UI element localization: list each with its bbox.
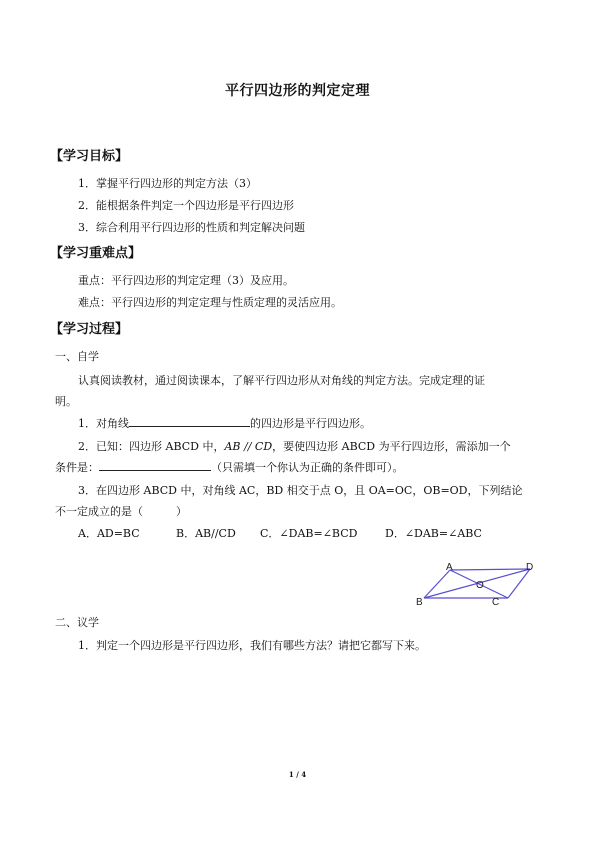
answer-blank-2[interactable] xyxy=(99,459,211,471)
option-b[interactable]: B．AB//CD xyxy=(176,527,236,540)
question-2-line2-suffix: （只需填一个你认为正确的条件即可）。 xyxy=(211,461,404,474)
side-da xyxy=(450,569,530,570)
self-study-label: 一、自学 xyxy=(55,350,99,363)
intersection-label-o: O xyxy=(476,580,484,591)
parallelogram-diagram xyxy=(412,558,540,608)
vertex-label-b: B xyxy=(416,597,423,608)
option-c[interactable]: C．∠DAB=∠BCD xyxy=(260,527,358,540)
question-1-prefix: 1．对角线 xyxy=(78,417,129,430)
goal-item-3: 3．综合利用平行四边形的性质和判定解决问题 xyxy=(78,221,305,234)
answer-blank-1[interactable] xyxy=(129,415,250,427)
question-2-prefix: 2．已知：四边形 ABCD 中， xyxy=(78,440,225,453)
question-1-suffix: 的四边形是平行四边形。 xyxy=(250,417,371,430)
vertex-label-d: D xyxy=(526,562,534,573)
side-ab xyxy=(424,570,450,598)
section-heading-process: 【学习过程】 xyxy=(50,322,129,337)
question-2-line2 xyxy=(55,459,404,475)
question-3-line1: 3．在四边形 ABCD 中，对角线 AC，BD 相交于点 O，且 OA=OC，OB=OD，下列结论 xyxy=(78,484,523,497)
question-2-condition: AB // CD xyxy=(224,440,273,453)
discussion-question-1: 1．判定一个四边形是平行四边形，我们有哪些方法？请把它都写下来。 xyxy=(78,639,426,652)
document-title: 平行四边形的判定定理 xyxy=(225,83,370,99)
self-study-intro-line1: 认真阅读教材，通过阅读课本，了解平行四边形从对角线的判定方法。完成定理的证 xyxy=(78,374,485,387)
question-2-suffix: ，要使四边形 ABCD 为平行四边形，需添加一个 xyxy=(272,440,511,453)
goal-item-2: 2．能根据条件判定一个四边形是平行四边形 xyxy=(78,199,294,212)
section-heading-key-points: 【学习重难点】 xyxy=(50,246,142,261)
question-2-line1 xyxy=(78,438,511,454)
question-1 xyxy=(78,415,371,431)
page-number: 1 / 4 xyxy=(288,770,307,779)
section-heading-goals: 【学习目标】 xyxy=(50,149,129,164)
option-d[interactable]: D．∠DAB=∠ABC xyxy=(385,527,482,540)
goal-item-1: 1．掌握平行四边形的判定方法（3） xyxy=(78,177,257,190)
self-study-intro-line2: 明。 xyxy=(55,395,77,408)
side-cd xyxy=(508,569,530,598)
option-a[interactable]: A．AD=BC xyxy=(78,527,140,540)
question-2-line2-prefix: 条件是： xyxy=(55,461,99,474)
parallelogram-figure xyxy=(412,558,540,608)
key-point-focus: 重点：平行四边形的判定定理（3）及应用。 xyxy=(78,274,294,287)
question-3-line2: 不一定成立的是（ ） xyxy=(55,505,187,518)
vertex-label-a: A xyxy=(446,562,453,573)
key-point-difficulty: 难点：平行四边形的判定定理与性质定理的灵活应用。 xyxy=(78,296,342,309)
discussion-label: 二、议学 xyxy=(55,616,99,629)
vertex-label-c: C xyxy=(492,597,500,608)
